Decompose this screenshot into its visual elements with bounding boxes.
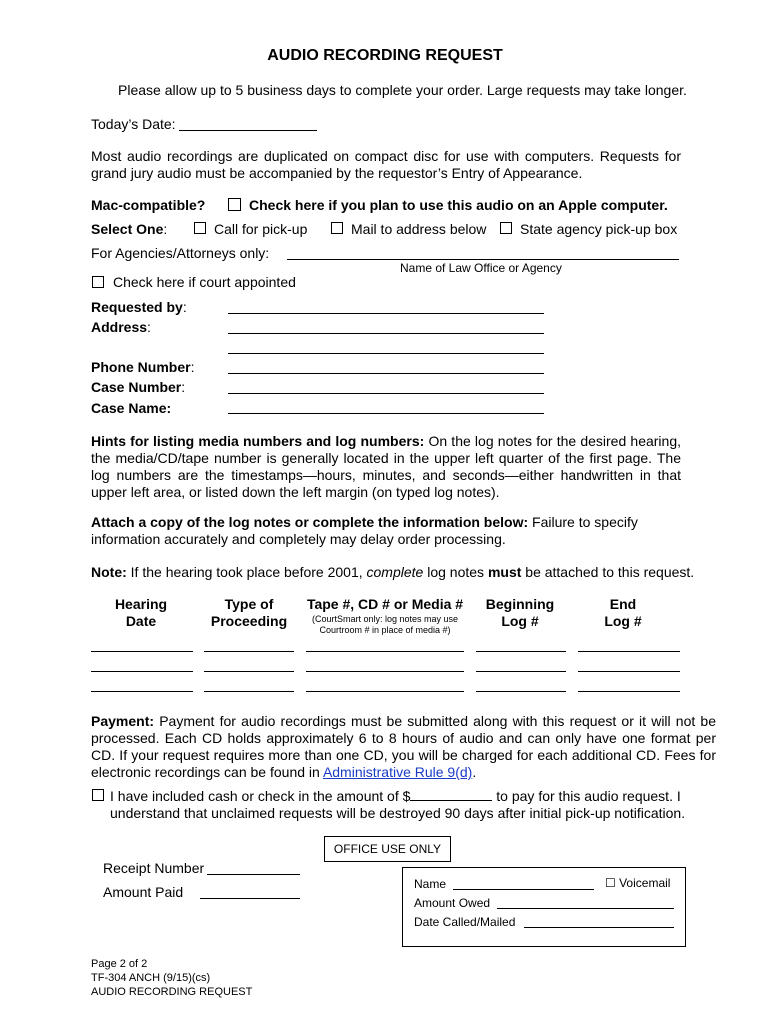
payment-paragraph — [91, 713, 716, 781]
state-agency-checkbox[interactable] — [500, 222, 512, 234]
col-media-note-2: Courtroom # in place of media #) — [319, 625, 451, 635]
court-appointed-checkbox[interactable] — [92, 276, 104, 288]
row2-hearing-date[interactable] — [91, 671, 193, 672]
row3-proceeding[interactable] — [204, 691, 294, 692]
note-text-2: log notes — [427, 564, 485, 580]
agency-name-field[interactable] — [287, 259, 679, 260]
hints-paragraph — [91, 433, 681, 501]
address-field-1[interactable] — [228, 333, 544, 334]
col-end-log-line2: Log # — [604, 613, 642, 629]
row1-media[interactable] — [306, 651, 464, 652]
col-hearing-date-line1: Hearing — [114, 596, 168, 612]
amount-paid-field[interactable] — [200, 898, 300, 899]
date-called-field[interactable] — [524, 927, 674, 928]
note-complete: complete — [366, 564, 424, 580]
phone-text: Phone Number — [91, 359, 191, 375]
requested-by-label — [91, 299, 187, 315]
mail-checkbox[interactable] — [331, 222, 343, 234]
col-hearing-date-line2: Date — [125, 613, 157, 629]
row2-media[interactable] — [306, 671, 464, 672]
office-name-field[interactable] — [453, 889, 594, 890]
office-use-badge — [324, 836, 451, 862]
case-number-colon: : — [181, 379, 186, 395]
case-number-text: Case Number — [91, 379, 182, 395]
row2-begin-log[interactable] — [476, 671, 566, 672]
mail-label: Mail to address below — [351, 221, 487, 237]
agency-name-caption: Name of Law Office or Agency — [400, 261, 562, 275]
attach-body: Failure to specify information accurately and completely may delay order processing. — [91, 514, 638, 547]
amount-owed-field[interactable] — [497, 908, 674, 909]
col-proceeding-line2: Proceeding — [210, 613, 288, 629]
row1-end-log[interactable] — [578, 651, 680, 652]
case-name-label: Case Name: — [91, 400, 172, 416]
note-text-3: be attached to this request. — [525, 564, 695, 580]
hints-body: On the log notes for the desired hearing, the media/CD/tape number is generally located in the upper left quarter of the first page. The log numbers are the timestamps—hours, minutes, and seconds—either handwritten in that upper left area, or listed down the left margin (on typed log notes). — [91, 433, 681, 500]
agencies-label: For Agencies/Attorneys only: — [91, 245, 270, 261]
row3-hearing-date[interactable] — [91, 691, 193, 692]
select-one-text: Select One — [91, 221, 164, 237]
state-agency-label: State agency pick-up box — [520, 221, 678, 237]
court-appointed-label: Check here if court appointed — [113, 274, 296, 290]
todays-date-field[interactable] — [179, 130, 317, 131]
note-must: must — [487, 564, 522, 580]
row1-hearing-date[interactable] — [91, 651, 193, 652]
col-media-line1: Tape #, CD # or Media # — [306, 596, 464, 612]
case-number-label — [91, 379, 185, 395]
office-name-label: Name — [414, 877, 447, 891]
requested-by-text: Requested by — [91, 299, 183, 315]
mac-compatible-label: Mac-compatible? — [91, 197, 206, 213]
row3-end-log[interactable] — [578, 691, 680, 692]
row2-end-log[interactable] — [578, 671, 680, 672]
todays-date-label: Today’s Date: — [91, 116, 176, 132]
cash-amount-field[interactable] — [410, 787, 492, 801]
page-title: AUDIO RECORDING REQUEST — [267, 47, 503, 64]
col-beginning-log-line1: Beginning — [485, 596, 555, 612]
phone-colon: : — [190, 359, 195, 375]
select-one-colon: : — [163, 221, 168, 237]
col-proceeding-line1: Type of — [224, 596, 274, 612]
case-number-field[interactable] — [228, 393, 544, 394]
attach-paragraph — [91, 514, 651, 548]
intro-text: Please allow up to 5 business days to complete your order. Large requests may take longer. — [118, 82, 687, 98]
mac-checkbox-label: Check here if you plan to use this audio on an Apple computer. — [249, 197, 668, 213]
row1-proceeding[interactable] — [204, 651, 294, 652]
col-beginning-log-line2: Log # — [501, 613, 539, 629]
duplication-note: Most audio recordings are duplicated on compact disc for use with computers. Requests for grand jury audio must be accompanied by the requestor’s Entry of Appearance. — [91, 148, 681, 181]
mac-checkbox[interactable] — [228, 198, 241, 211]
col-beginning-log — [470, 596, 570, 630]
call-pickup-checkbox[interactable] — [194, 222, 206, 234]
col-end-log-line1: End — [609, 596, 637, 612]
col-proceeding — [199, 596, 299, 630]
payment-end: . — [472, 764, 477, 780]
address-colon: : — [147, 319, 151, 335]
attach-heading: Attach a copy of the log notes or complete the information below: — [91, 514, 529, 530]
footer — [91, 957, 252, 999]
row2-proceeding[interactable] — [204, 671, 294, 672]
amount-owed-label: Amount Owed — [414, 896, 491, 910]
note-text-1: If the hearing took place before 2001, — [130, 564, 363, 580]
address-label — [91, 319, 151, 335]
col-media — [300, 596, 470, 636]
address-field-2[interactable] — [228, 353, 544, 354]
note-label: Note: — [91, 564, 127, 580]
select-one-label — [91, 221, 167, 237]
cash-checkbox[interactable] — [92, 789, 104, 801]
cash-text-1: I have included cash or check in the amount of $ — [110, 788, 411, 804]
row3-media[interactable] — [306, 691, 464, 692]
cash-text-2: to pay for this audio request. I understand that unclaimed requests will be destroyed 90 days after initial pick-up notification. — [110, 788, 686, 821]
requested-by-colon: : — [182, 299, 187, 315]
col-hearing-date — [91, 596, 191, 630]
phone-field[interactable] — [228, 373, 544, 374]
cash-line-1 — [110, 787, 690, 822]
row3-begin-log[interactable] — [476, 691, 566, 692]
date-called-label: Date Called/Mailed — [414, 915, 516, 929]
row1-begin-log[interactable] — [476, 651, 566, 652]
col-end-log — [573, 596, 673, 630]
case-name-field[interactable] — [228, 413, 544, 414]
col-media-note-1: (CourtSmart only: log notes may use — [311, 614, 459, 624]
receipt-number-label: Receipt Number — [103, 860, 205, 876]
phone-label — [91, 359, 194, 375]
amount-paid-label: Amount Paid — [103, 884, 184, 900]
footer-title: AUDIO RECORDING REQUEST — [91, 986, 253, 998]
footer-form-number: TF-304 ANCH (9/15)(cs) — [91, 972, 211, 984]
footer-page: Page 2 of 2 — [91, 958, 148, 970]
address-text: Address — [91, 319, 148, 335]
note-line — [91, 564, 694, 580]
call-pickup-label: Call for pick-up — [214, 221, 308, 237]
office-use-label: OFFICE USE ONLY — [333, 842, 442, 856]
payment-body: Payment for audio recordings must be submitted along with this request or it will not be processed. Each CD holds approximately 6 to 8 hours of audio and can only have one format per CD. If your request requires more than one CD, you will be charged for each additional CD. Fees for electronic recordings can be found in — [91, 713, 717, 780]
payment-heading: Payment: — [91, 713, 155, 729]
receipt-number-field[interactable] — [207, 874, 300, 875]
voicemail-checkbox[interactable]: ☐ Voicemail — [605, 876, 671, 890]
requested-by-field[interactable] — [228, 313, 544, 314]
hints-heading: Hints for listing media numbers and log numbers: — [91, 433, 425, 449]
admin-rule-link[interactable]: Administrative Rule 9(d) — [322, 764, 473, 780]
